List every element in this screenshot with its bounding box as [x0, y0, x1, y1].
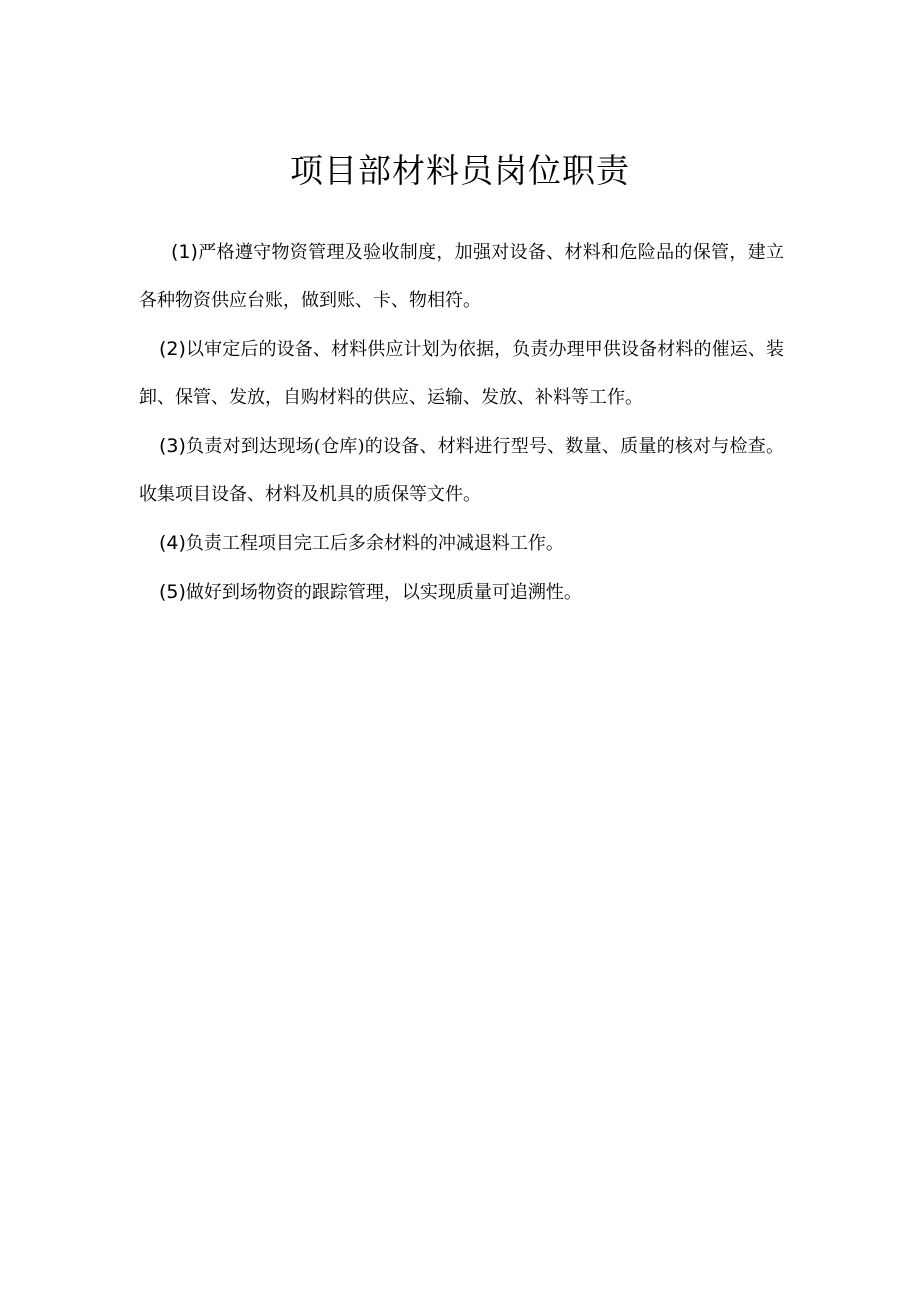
document-title: 项目部材料员岗位职责: [290, 151, 630, 190]
duty-number-4: (4): [159, 532, 186, 554]
duty-paragraph-2: [139, 325, 784, 422]
duty-text-1: 严格遵守物资管理及验收制度，加强对设备、材料和危险品的保管，建立各种物资供应台账，做到账、卡、物相符。: [139, 242, 784, 311]
duty-paragraph-1: [139, 228, 784, 325]
duty-number-2: (2): [159, 338, 186, 360]
duty-paragraph-5: [139, 568, 784, 617]
duty-text-4: 负责工程项目完工后多余材料的冲减退料工作。: [185, 533, 564, 554]
duty-text-2: 以审定后的设备、材料供应计划为依据，负责办理甲供设备材料的催运、装卸、保管、发放，自购材料的供应、运输、发放、补料等工作。: [139, 339, 784, 408]
duty-number-1: (1): [171, 241, 198, 263]
duty-paragraph-4: [139, 519, 784, 568]
duty-text-5: 做好到场物资的跟踪管理，以实现质量可追溯性。: [185, 582, 582, 603]
document-body: [139, 228, 784, 617]
duty-paragraph-3: [139, 422, 784, 519]
duty-number-3: (3): [159, 435, 186, 457]
duty-text-3: 负责对到达现场(仓库)的设备、材料进行型号、数量、质量的核对与检查。收集项目设备、材料及机具的质保等文件。: [139, 436, 784, 505]
duty-number-5: (5): [159, 581, 186, 603]
